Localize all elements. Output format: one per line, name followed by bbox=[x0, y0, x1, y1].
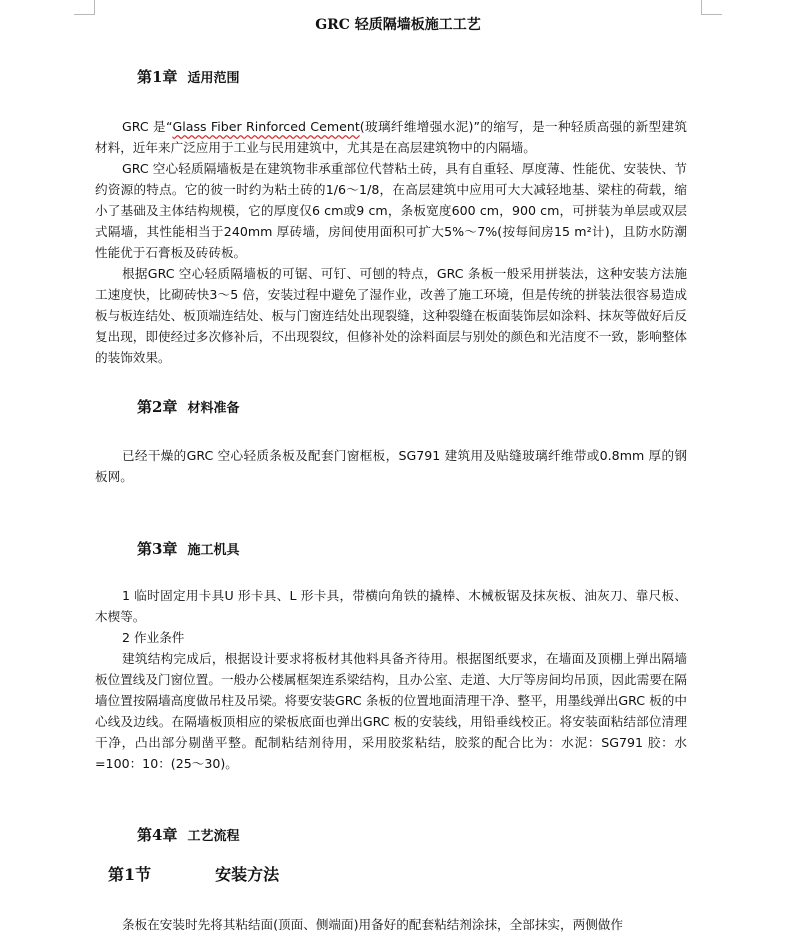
paragraph: 1 临时固定用卡具U 形卡具、L 形卡具，带横向角铁的撬棒、木械板锯及抹灰板、油灰刀、靠尺板、木楔等。 bbox=[95, 588, 687, 624]
chapter-title: 适用范围 bbox=[187, 71, 240, 86]
paragraph: 根据GRC 空心轻质隔墙板的可锯、可钉、可刨的特点，GRC 条板一般采用拼装法，这种安装方法施工速度快，比砌砖快3～5 倍，安装过程中避免了湿作业，改善了施工环境，但是传统的拼装法很容易造成板与板连结处、板顶端连结处、板与门窗连结处出现裂缝，这种裂缝在板面装饰层如涂料、抹灰等做好后反复出现，即使经过多次修补后，不出现裂纹，但修补处的涂料面层与别处的颜色和光洁度不一致，影响整体的装饰效果。 bbox=[95, 266, 687, 365]
paragraph: GRC 空心轻质隔墙板是在建筑物非承重部位代替粘土砖，具有自重轻、厚度薄、性能优、安装快、节约资源的特点。它的彼一时约为粘土砖的1/6～1/8，在高层建筑中应用可大大减轻地基、梁柱的荷载，缩小了基础及主体结构规模，它的厚度仅6 cm或9 cm，条板宽度600 cm，900 cm，可拼装为单层或双层式隔墙，其性能相当于240mm 厚砖墙，房间使用面积可扩大5%～7%(按每间房15 m²计)，且防水防潮性能优于石膏板及砖砖板。 bbox=[95, 161, 687, 260]
chapter-number: 第3章 bbox=[137, 540, 178, 558]
chapter-number: 第1章 bbox=[137, 68, 178, 86]
section-1-heading bbox=[108, 862, 279, 885]
document-title: GRC 轻质隔墙板施工工艺 bbox=[315, 17, 481, 33]
paragraph: 2 作业条件 bbox=[122, 630, 185, 645]
chapter-4-heading bbox=[137, 824, 239, 845]
chapter-3-heading bbox=[137, 538, 239, 559]
chapter-number: 第4章 bbox=[137, 826, 178, 844]
chapter-1-heading bbox=[137, 66, 239, 87]
paragraph: 已经干燥的GRC 空心轻质条板及配套门窗框板，SG791 建筑用及贴缝玻璃纤维带或0.8mm 厚的钢板网。 bbox=[95, 448, 687, 484]
chapter-2-heading bbox=[137, 396, 239, 417]
paragraph-text-pre: GRC 是“ bbox=[122, 119, 173, 134]
english-term: Glass Fiber Rinforced Cement bbox=[172, 119, 360, 134]
paragraph-text-post: (玻璃纤维增强水泥)”的缩写，是一种轻质高强的新型建筑材料，近年来广泛应用于工业与民用建筑中，尤其是在高层建筑物中的内隔墙。 bbox=[95, 119, 687, 155]
chapter-title: 材料准备 bbox=[187, 401, 240, 416]
paragraph: 建筑结构完成后，根据设计要求将板材其他料具备齐待用。根据图纸要求，在墙面及顶棚上弹出隔墙板位置线及门窗位置。一般办公楼属框架连系梁结构，且办公室、走道、大厅等房间均吊顶，因此需要在隔墙位置按隔墙高度做吊柱及吊梁。将要安装GRC 条板的位置地面清理干净、整平，用墨线弹出GRC 板的中心线及边线。在隔墙板顶相应的梁板底面也弹出GRC 板的安装线，用铅垂线校正。将安装面粘结部位清理干净，凸出部分剔凿平整。配制粘结剂待用，采用胶浆粘结，胶浆的配合比为：水泥：SG791 胶：水=100：10：(25～30)。 bbox=[95, 651, 687, 771]
chapter-title: 工艺流程 bbox=[187, 829, 240, 844]
paragraph: 条板在安装时先将其粘结面(顶面、侧端面)用备好的配套粘结剂涂抹，全部抹实，两侧做作 bbox=[122, 917, 623, 932]
section-title: 安装方法 bbox=[215, 865, 280, 884]
chapter-title: 施工机具 bbox=[187, 543, 240, 558]
chapter-number: 第2章 bbox=[137, 398, 178, 416]
section-number: 第1节 bbox=[108, 865, 152, 884]
paragraph bbox=[95, 116, 687, 158]
